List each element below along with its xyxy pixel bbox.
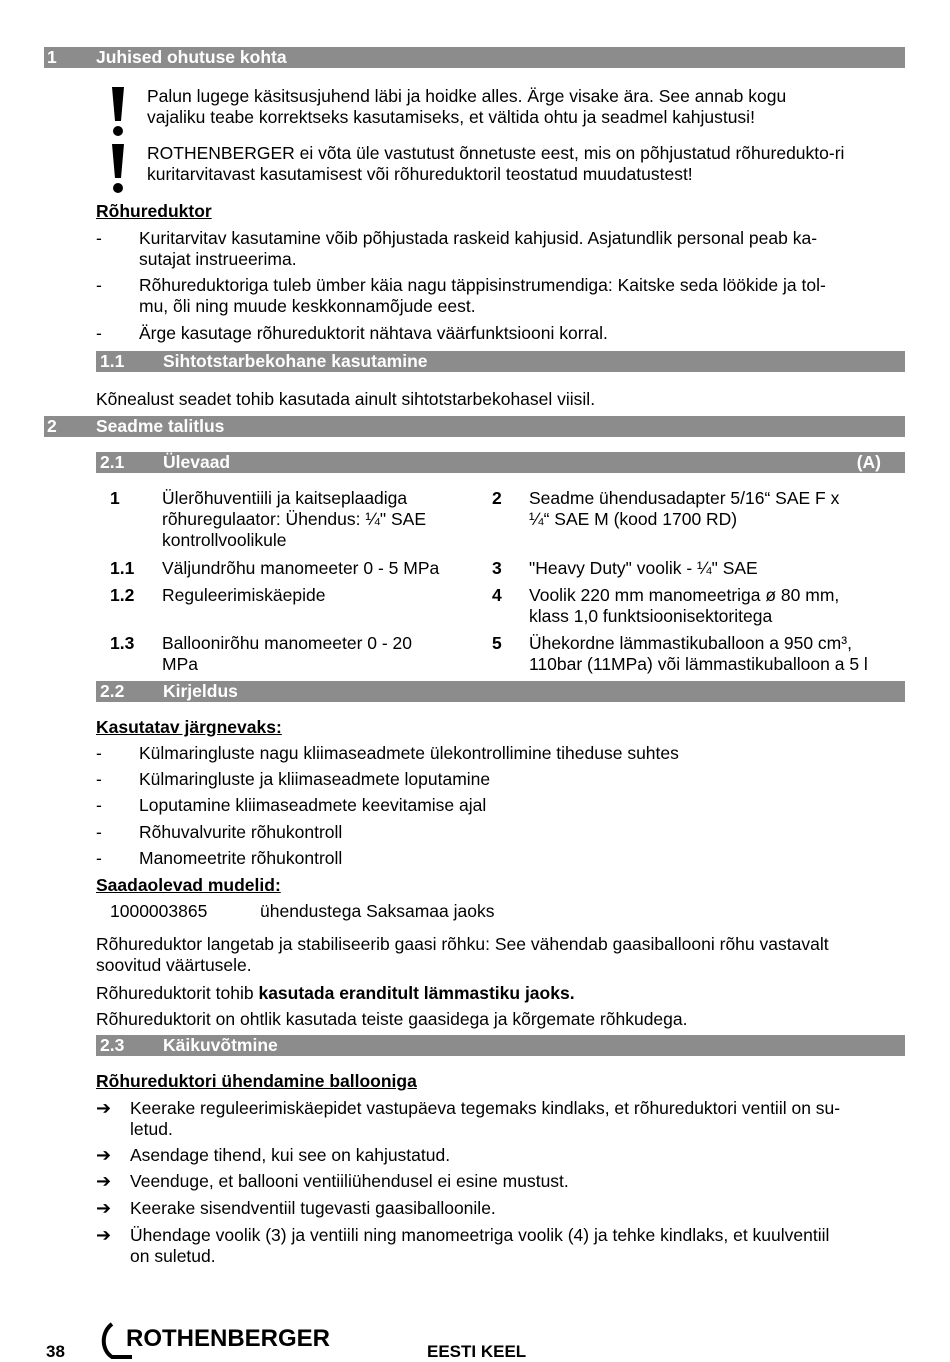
list-item: Loputamine kliimaseadmete keevitamise ajal (139, 795, 487, 815)
overview-item: Ülerõhuventiili ja kaitseplaadiga rõhuregulaator: Ühendus: ¼" SAE kontrollvoolikule (162, 488, 427, 550)
section-title: Ülevaad (163, 452, 231, 472)
section-number: 1.1 (100, 351, 125, 371)
overview-item: Väljundrõhu manomeeter 0 - 5 MPa (162, 558, 440, 578)
exclamation-icon (108, 85, 128, 137)
rohureduktor-heading: Rõhureduktor (96, 201, 212, 221)
section-number: 2.3 (100, 1035, 125, 1055)
warning-text-2: ROTHENBERGER ei võta üle vastutust õnnetuste eest, mis on põhjustatud rõhuredukto-ri kuritarvitavast kasutamisest või rõhureduktoril teostatud muudatustest! (147, 143, 845, 184)
section-title: Sihtotstarbekohane kasutamine (163, 351, 428, 371)
section-number: 1 (47, 47, 57, 67)
list-item: Ärge kasutage rõhureduktorit nähtava väärfunktsiooni korral. (139, 323, 608, 343)
overview-item: Ühekordne lämmastikuballoon a 950 cm³, 110bar (11MPa) või lämmastikuballoon a 5 l (529, 633, 868, 674)
overview-item: Balloonirõhu manomeeter 0 - 20 MPa (162, 633, 413, 674)
model-description: ühendustega Saksamaa jaoks (260, 901, 495, 921)
overview-number: 1.1 (110, 558, 135, 578)
list-item: Rõhureduktoriga tuleb ümber käia nagu täppisinstrumendiga: Kaitske seda löökide ja tol- mu, õli ning muude keskkonnamõjude eest. (139, 275, 826, 316)
overview-number: 3 (492, 558, 502, 578)
arrow-right-icon: ➔ (96, 1198, 112, 1218)
list-item: Rõhuvalvurite rõhukontroll (139, 822, 343, 842)
arrow-right-icon: ➔ (96, 1225, 112, 1245)
list-dash: - (96, 323, 102, 343)
section-2-1-header (96, 452, 905, 473)
overview-number: 4 (492, 585, 502, 605)
arrow-right-icon: ➔ (96, 1145, 112, 1165)
list-dash: - (96, 795, 102, 815)
figure-reference: (A) (856, 452, 881, 472)
overview-number: 1 (110, 488, 120, 508)
step-item: Keerake reguleerimiskäepidet vastupäeva tegemaks kindlaks, et rõhureduktori ventiil on su- letud. (130, 1098, 841, 1139)
section-2-header (44, 416, 905, 437)
section-2-2-header (96, 681, 905, 702)
list-dash: - (96, 275, 102, 295)
list-item: Manomeetrite rõhukontroll (139, 848, 343, 868)
step-item: Asendage tihend, kui see on kahjustatud. (130, 1145, 451, 1165)
section-title: Käikuvõtmine (163, 1035, 278, 1055)
section-1-header (44, 47, 905, 68)
overview-item: Reguleerimiskäepide (162, 585, 326, 605)
language-label: EESTI KEEL (427, 1342, 527, 1361)
step-item: Veenduge, et ballooni ventiiliühendusel ei esine mustust. (130, 1171, 569, 1191)
overview-number: 1.2 (110, 585, 135, 605)
usage-heading: Kasutatav järgnevaks: (96, 717, 282, 737)
section-number: 2.1 (100, 452, 125, 472)
rothenberger-logo (98, 1320, 348, 1360)
exclamation-icon (108, 142, 128, 194)
section-title: Juhised ohutuse kohta (96, 47, 287, 67)
section-title: Seadme talitlus (96, 416, 225, 436)
list-item: Külmaringluste ja kliimaseadmete loputamine (139, 769, 491, 789)
models-heading: Saadaolevad mudelid: (96, 875, 281, 895)
section-number: 2 (47, 416, 57, 436)
section-number: 2.2 (100, 681, 125, 701)
warning-text-1: Palun lugege käsitsusjuhend läbi ja hoidke alles. Ärge visake ära. See annab kogu vajaliku teabe korrektseks kasutamiseks, et vältida ohtu ja seadmel kahjustusi! (147, 86, 787, 127)
overview-number: 5 (492, 633, 502, 653)
description-paragraph-3: Rõhureduktorit on ohtlik kasutada teiste gaasidega ja kõrgemate rõhkudega. (96, 1009, 688, 1029)
overview-item: Voolik 220 mm manomeetriga ø 80 mm, klass 1,0 funktsioonisektoritega (529, 585, 840, 626)
list-dash: - (96, 769, 102, 789)
section-1-1-header (96, 351, 905, 372)
list-dash: - (96, 822, 102, 842)
overview-number: 2 (492, 488, 502, 508)
list-dash: - (96, 228, 102, 248)
list-dash: - (96, 743, 102, 763)
overview-item: Seadme ühendusadapter 5/16“ SAE F x ¼“ SAE M (kood 1700 RD) (529, 488, 840, 529)
list-item: Kuritarvitav kasutamine võib põhjustada raskeid kahjusid. Asjatundlik personal peab ka- sutajat instrueerima. (139, 228, 818, 269)
description-paragraph-2: Rõhureduktorit tohib kasutada eranditult lämmastiku jaoks. (96, 983, 575, 1003)
arrow-right-icon: ➔ (96, 1171, 112, 1191)
section-2-3-header (96, 1035, 905, 1056)
arrow-right-icon: ➔ (96, 1098, 112, 1118)
overview-item: "Heavy Duty" voolik - ¼" SAE (529, 558, 758, 578)
step-item: Keerake sisendventiil tugevasti gaasiballoonile. (130, 1198, 496, 1218)
section-title: Kirjeldus (163, 681, 238, 701)
list-dash: - (96, 848, 102, 868)
description-paragraph-1: Rõhureduktor langetab ja stabiliseerib gaasi rõhku: See vähendab gaasiballooni rõhu vastavalt soovitud väärtusele. (96, 934, 829, 975)
logo-wordmark: ROTHENBERGER (126, 1325, 331, 1352)
list-item: Külmaringluste nagu kliimaseadmete ülekontrollimine tiheduse suhtes (139, 743, 679, 763)
overview-number: 1.3 (110, 633, 135, 653)
step-item: Ühendage voolik (3) ja ventiili ning manomeetriga voolik (4) ja tehke kindlaks, et kuulventiil on suletud. (130, 1225, 830, 1266)
connect-heading: Rõhureduktori ühendamine ballooniga (96, 1071, 417, 1091)
intended-use-text: Kõnealust seadet tohib kasutada ainult sihtotstarbekohasel viisil. (96, 389, 596, 409)
page-number: 38 (46, 1342, 65, 1361)
model-code: 1000003865 (110, 901, 208, 921)
